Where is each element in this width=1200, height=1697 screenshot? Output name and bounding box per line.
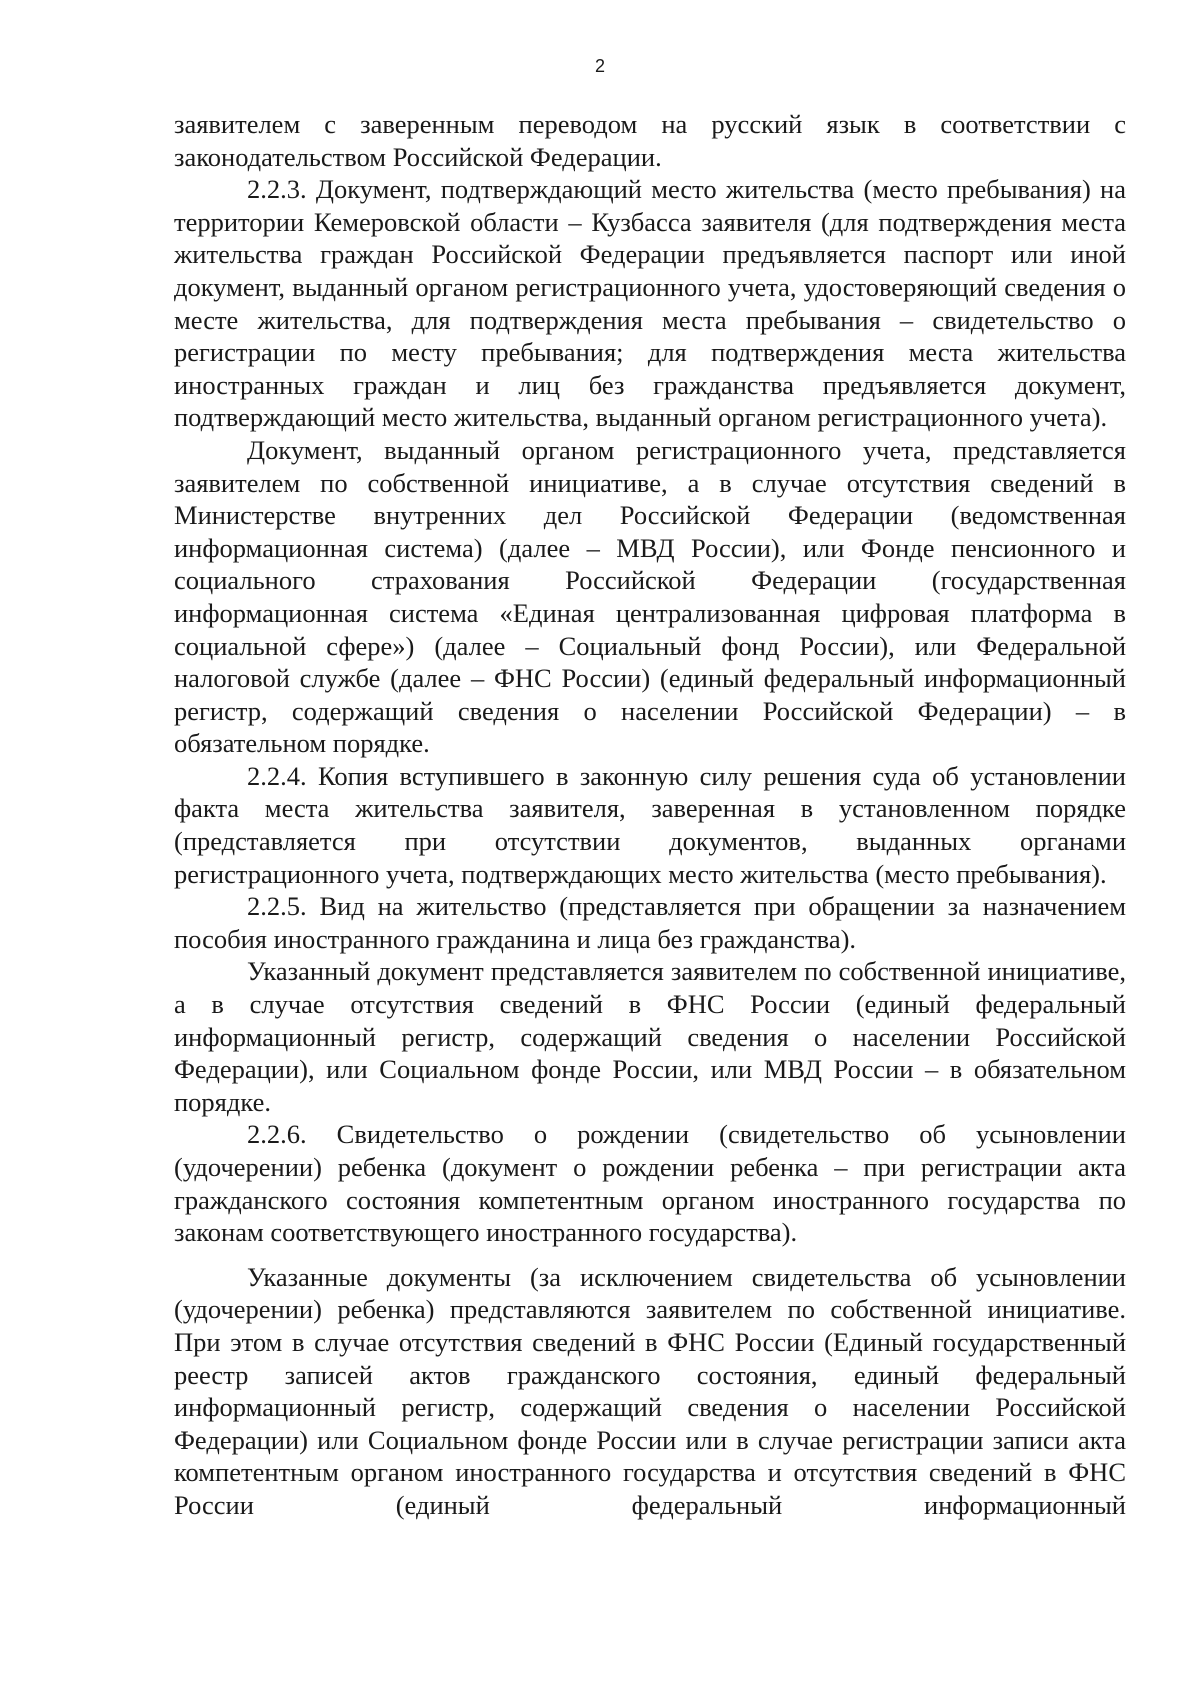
paragraph-birth-certificate-note: Указанные документы (за исключением свидетельства об усыновлении (удочерении) ребенка) представляются заявителем по собственной инициативе. При этом в случае отсутствия сведений в ФНС России (Единый государственный реестр записей актов гражданского состояния, единый федеральный информационный регистр, содержащий сведения о населении Российской Федерации) или Социальном фонде России или в случае регистрации записи акта компетентным органом иностранного государства и отсутствия сведений в ФНС России (единый федеральный информационный: [174, 1261, 1126, 1520]
paragraph-continuation: заявителем с заверенным переводом на русский язык в соответствии с законодательством Российской Федерации.: [174, 109, 1126, 172]
document-body: [174, 108, 1126, 1522]
paragraph-registration-document: Документ, выданный органом регистрационного учета, представляется заявителем по собственной инициативе, а в случае отсутствия сведений в Министерстве внутренних дел Российской Федерации (ведомственная информационная система) (далее – МВД России), или Фонде пенсионного и социального страхования Российской Федерации (государственная информационная система «Единая централизованная цифровая платформа в социальной сфере») (далее – Социальный фонд России), или Федеральной налоговой службе (далее – ФНС России) (единый федеральный информационный регистр, содержащий сведения о населении Российской Федерации) – в обязательном порядке.: [174, 434, 1126, 759]
page-number: 2: [594, 56, 605, 76]
paragraph-2-2-6: 2.2.6. Свидетельство о рождении (свидетельство об усыновлении (удочерении) ребенка (документ о рождении ребенка – при регистрации акта гражданского состояния компетентным органом иностранного государства по законам соответствующего иностранного государства).: [174, 1119, 1126, 1248]
paragraph-2-2-4: 2.2.4. Копия вступившего в законную силу решения суда об установлении факта места жительства заявителя, заверенная в установленном порядке (представляется при отсутствии документов, выданных органами регистрационного учета, подтверждающих место жительства (место пребывания).: [174, 760, 1126, 889]
paragraph-residence-permit-note: Указанный документ представляется заявителем по собственной инициативе, а в случае отсутствия сведений в ФНС России (единый федеральный информационный регистр, содержащий сведения о населении Российской Федерации), или Социальном фонде России, или МВД России – в обязательном порядке.: [174, 956, 1126, 1117]
paragraph-2-2-5: 2.2.5. Вид на жительство (представляется при обращении за назначением пособия иностранного гражданина и лица без гражданства).: [174, 891, 1126, 954]
paragraph-2-2-3: 2.2.3. Документ, подтверждающий место жительства (место пребывания) на территории Кемеровской области – Кузбасса заявителя (для подтверждения места жительства граждан Российской Федерации предъявляется паспорт или иной документ, выданный органом регистрационного учета, удостоверяющий сведения о месте жительства, для подтверждения места пребывания – свидетельство о регистрации по месту пребывания; для подтверждения места жительства иностранных граждан и лиц без гражданства предъявляется документ, подтверждающий место жительства, выданный органом регистрационного учета).: [174, 174, 1126, 433]
